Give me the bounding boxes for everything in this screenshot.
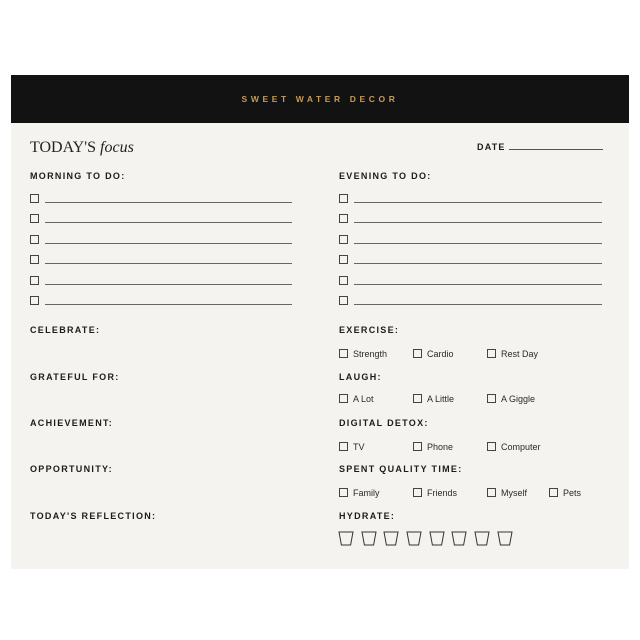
morning-todo-row [30, 276, 292, 288]
checkbox-icon[interactable] [339, 296, 348, 305]
grateful-label: GRATEFUL FOR: [30, 372, 120, 382]
checkbox-icon[interactable] [30, 296, 39, 305]
checkbox-icon[interactable] [339, 442, 348, 451]
checkbox-icon[interactable] [339, 235, 348, 244]
checkbox-icon[interactable] [30, 255, 39, 264]
water-glass-icon[interactable] [451, 531, 467, 546]
achievement-label: ACHIEVEMENT: [30, 418, 114, 428]
morning-todo-row [30, 255, 292, 267]
evening-todo-row [339, 296, 602, 308]
todo-line[interactable] [354, 304, 602, 305]
brand-name: SWEET WATER DECOR [241, 94, 399, 104]
morning-todo-row [30, 194, 292, 206]
checkbox-icon[interactable] [487, 349, 496, 358]
todo-line[interactable] [354, 222, 602, 223]
todo-line[interactable] [354, 263, 602, 264]
checkbox-icon[interactable] [413, 488, 422, 497]
laugh-label: LAUGH: [339, 372, 382, 382]
checkbox-icon[interactable] [549, 488, 558, 497]
water-glass-icon[interactable] [406, 531, 422, 546]
todo-line[interactable] [45, 263, 292, 264]
checkbox-icon[interactable] [487, 394, 496, 403]
water-glass-icon[interactable] [361, 531, 377, 546]
opportunity-label: OPPORTUNITY: [30, 464, 113, 474]
water-glass-icon[interactable] [497, 531, 513, 546]
checkbox-icon[interactable] [339, 394, 348, 403]
todo-line[interactable] [45, 284, 292, 285]
header-band [11, 75, 629, 123]
checkbox-icon[interactable] [30, 214, 39, 223]
morning-todo-row [30, 235, 292, 247]
checkbox-icon[interactable] [413, 394, 422, 403]
celebrate-label: CELEBRATE: [30, 325, 101, 335]
checkbox-icon[interactable] [30, 235, 39, 244]
water-glass-icon[interactable] [383, 531, 399, 546]
date-input-line[interactable] [509, 149, 603, 150]
evening-todo-row [339, 255, 602, 267]
todo-line[interactable] [354, 243, 602, 244]
todo-line[interactable] [45, 304, 292, 305]
checkbox-icon[interactable] [487, 488, 496, 497]
todo-line[interactable] [45, 202, 292, 203]
checkbox-icon[interactable] [339, 255, 348, 264]
page-title [30, 139, 134, 157]
water-glass-icon[interactable] [429, 531, 445, 546]
checkbox-icon[interactable] [413, 442, 422, 451]
water-glass-icon[interactable] [474, 531, 490, 546]
morning-todo-row [30, 296, 292, 308]
checkbox-icon[interactable] [487, 442, 496, 451]
checkbox-icon[interactable] [413, 349, 422, 358]
todo-line[interactable] [354, 202, 602, 203]
todo-line[interactable] [45, 243, 292, 244]
evening-todo-row [339, 214, 602, 226]
evening-label: EVENING TO DO: [339, 171, 432, 181]
checkbox-icon[interactable] [30, 194, 39, 203]
reflection-label: TODAY'S REFLECTION: [30, 511, 157, 521]
water-glass-icon[interactable] [338, 531, 354, 546]
todo-line[interactable] [45, 222, 292, 223]
evening-todo-row [339, 276, 602, 288]
checkbox-icon[interactable] [339, 214, 348, 223]
evening-todo-row [339, 235, 602, 247]
quality-time-label: SPENT QUALITY TIME: [339, 464, 463, 474]
checkbox-icon[interactable] [339, 488, 348, 497]
morning-todo-row [30, 214, 292, 226]
checkbox-icon[interactable] [339, 194, 348, 203]
hydrate-label: HYDRATE: [339, 511, 396, 521]
title-main: TODAY'S [30, 139, 97, 156]
title-script: focus [100, 139, 134, 156]
digital-detox-label: DIGITAL DETOX: [339, 418, 429, 428]
planner-card: SWEET WATER DECOR TODAY'S focus DATE MORNING TO DO: CELEBRATE: GRATEFUL FOR: ACHIEVEMENT: OPPORTUNITY: TODAY'S REFLECTION: EVENING TO DO: EXERCISE: LAUGH: DIGITAL DETOX: SPENT QUALITY TIME: HYDRATE: Strength Cardio Rest Day A Lot A Little A Giggle TV Phone Computer Family Friends Myself Pets [11, 75, 629, 569]
evening-todo-row [339, 194, 602, 206]
date-label: DATE [477, 142, 506, 152]
checkbox-icon[interactable] [339, 349, 348, 358]
checkbox-icon[interactable] [30, 276, 39, 285]
checkbox-icon[interactable] [339, 276, 348, 285]
morning-label: MORNING TO DO: [30, 171, 126, 181]
exercise-label: EXERCISE: [339, 325, 400, 335]
todo-line[interactable] [354, 284, 602, 285]
